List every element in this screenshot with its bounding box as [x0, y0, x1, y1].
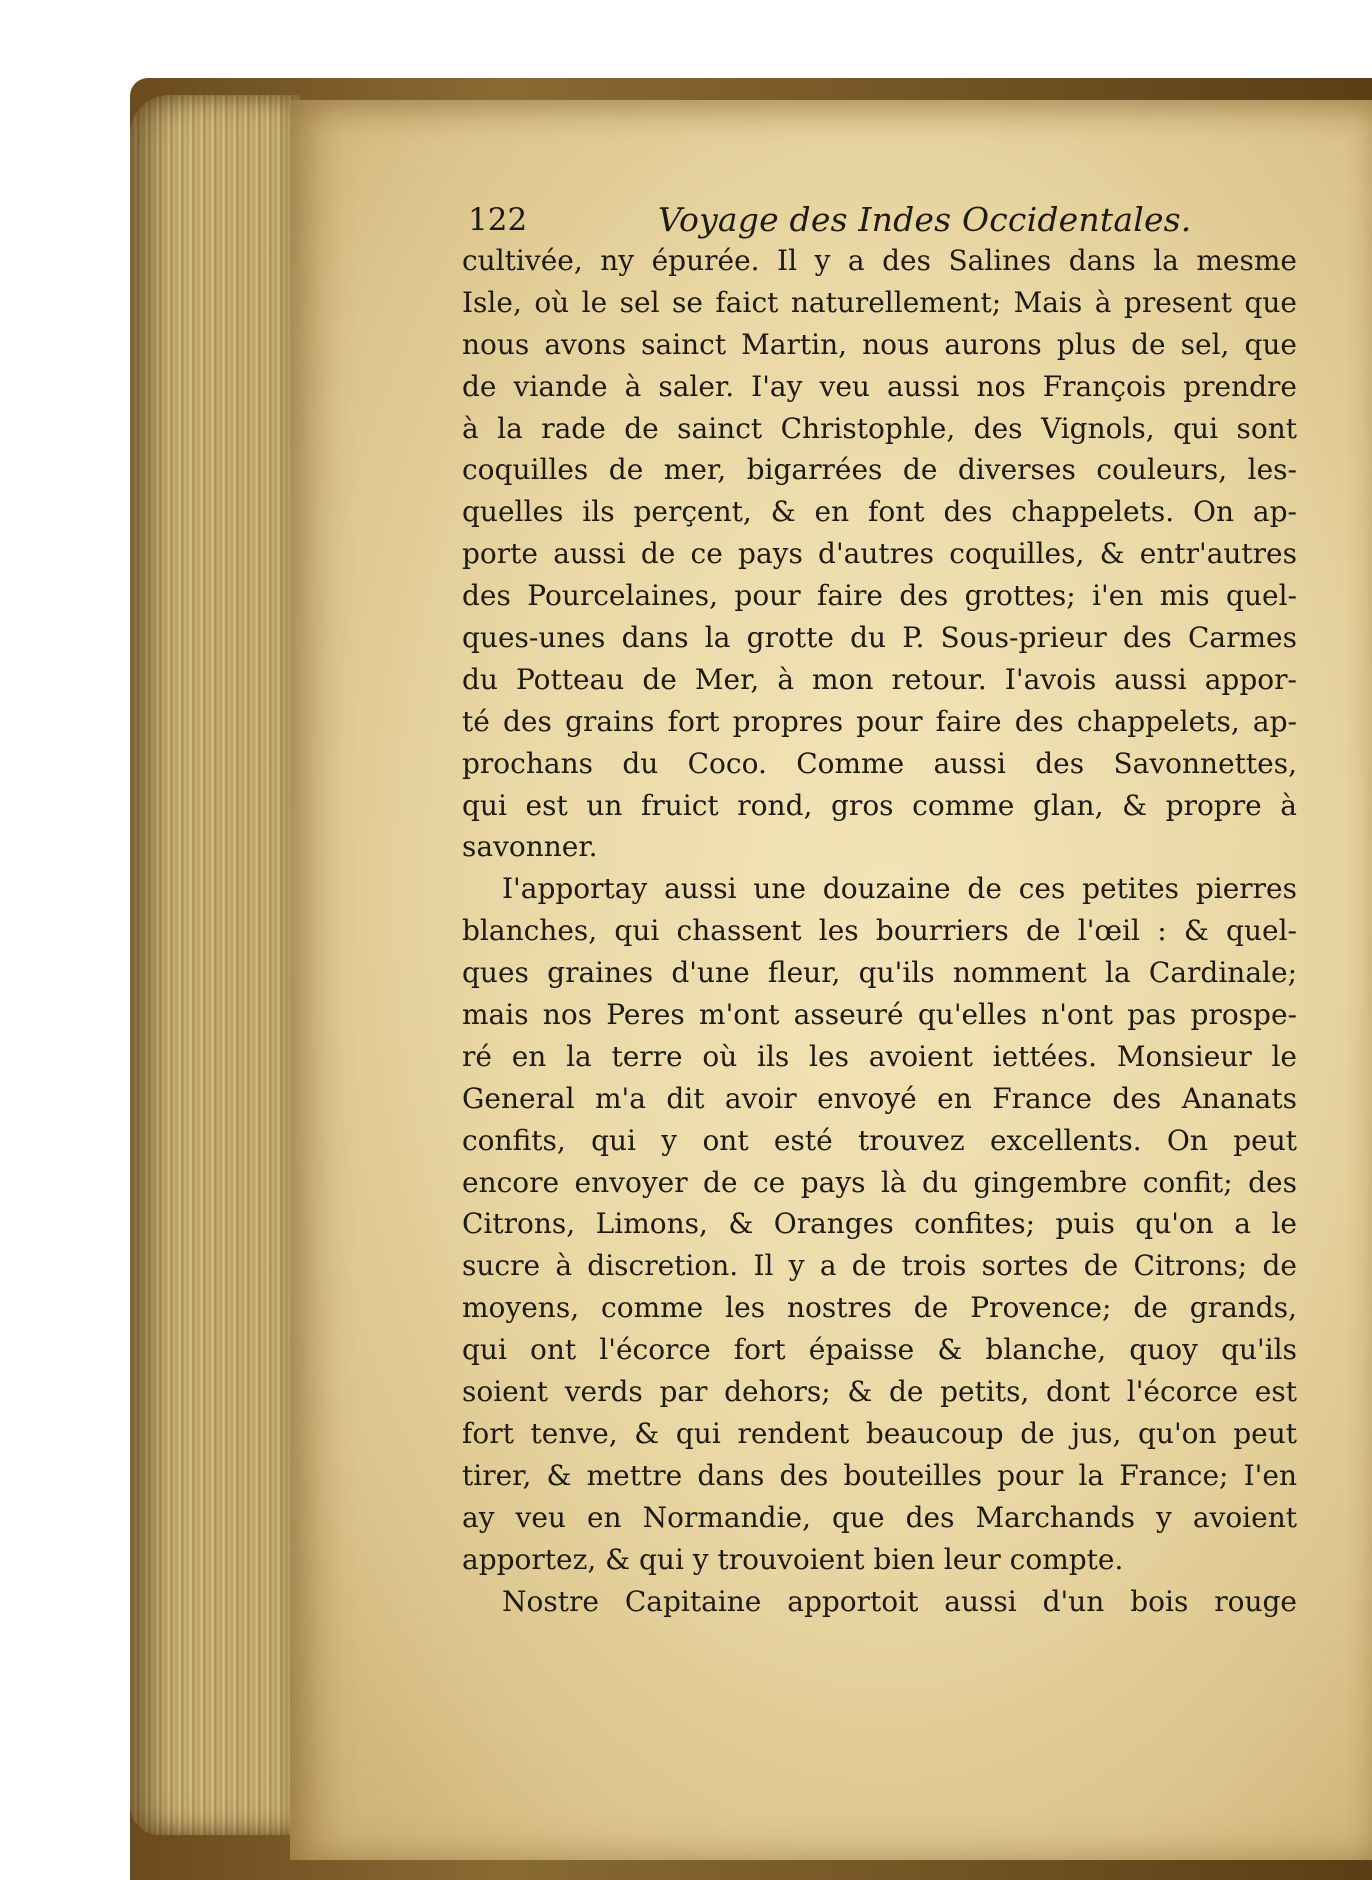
text-line: savonner.	[462, 830, 598, 864]
text-line: mais nos Peres m'ont asseuré qu'elles n'ont pas prospe-	[462, 998, 1297, 1032]
text-line: coquilles de mer, bigarrées de diverses couleurs, les-	[462, 453, 1297, 487]
text-line: prochans du Coco. Comme aussi des Savonnettes,	[462, 746, 1297, 780]
text-line: tirer, & mettre dans des bouteilles pour la France; I'en	[462, 1458, 1297, 1492]
text-line: té des grains fort propres pour faire des chappelets, ap-	[462, 704, 1297, 738]
text-line: Citrons, Limons, & Oranges confites; puis qu'on a le	[462, 1207, 1297, 1241]
text-line: à la rade de sainct Christophle, des Vignols, qui sont	[462, 411, 1297, 445]
paragraph-first-line: I'apportay aussi une douzaine de ces petites pierres	[502, 872, 1297, 906]
text-line: encore envoyer de ce pays là du gingembre confit; des	[462, 1165, 1297, 1199]
text-line: qui ont l'écorce fort épaisse & blanche, quoy qu'ils	[462, 1333, 1297, 1367]
text-line: de viande à saler. I'ay veu aussi nos François prendre	[462, 369, 1297, 403]
text-line: moyens, comme les nostres de Provence; de grands,	[462, 1291, 1297, 1325]
text-line: quelles ils perçent, & en font des chappelets. On ap-	[462, 495, 1297, 529]
text-line: soient verds par dehors; & de petits, dont l'écorce est	[462, 1375, 1297, 1409]
text-line: du Potteau de Mer, à mon retour. I'avois aussi appor-	[462, 662, 1297, 696]
running-title: Voyage des Indes Occidentales.	[658, 200, 1192, 239]
text-line: fort tenve, & qui rendent beaucoup de jus, qu'on peut	[462, 1416, 1297, 1450]
paragraph-first-line: Nostre Capitaine apportoit aussi d'un bois rouge	[502, 1584, 1297, 1618]
text-line: ay veu en Normandie, que des Marchands y avoient	[462, 1500, 1297, 1534]
text-line: blanches, qui chassent les bourriers de l'œil : & quel-	[462, 914, 1297, 948]
text-line: Isle, où le sel se faict naturellement; Mais à present que	[462, 285, 1297, 319]
text-line: cultivée, ny épurée. Il y a des Salines dans la mesme	[462, 244, 1297, 277]
text-line: confits, qui y ont esté trouvez excellents. On peut	[462, 1123, 1297, 1157]
text-block	[462, 200, 1297, 1622]
text-line: ré en la terre où ils les avoient iettées. Monsieur le	[462, 1039, 1297, 1073]
page-number: 122	[468, 202, 528, 238]
text-line: qui est un fruict rond, gros comme glan, & propre à	[462, 788, 1297, 822]
text-line: des Pourcelaines, pour faire des grottes; i'en mis quel-	[462, 579, 1297, 613]
page-edges	[130, 95, 300, 1835]
text-line: apportez, & qui y trouvoient bien leur compte.	[462, 1542, 1124, 1576]
text-line: sucre à discretion. Il y a de trois sortes de Citrons; de	[462, 1249, 1297, 1283]
text-line: nous avons sainct Martin, nous aurons plus de sel, que	[462, 327, 1297, 361]
running-head	[462, 200, 1297, 240]
text-line: porte aussi de ce pays d'autres coquilles, & entr'autres	[462, 537, 1297, 571]
text-line: ques graines d'une fleur, qu'ils nomment la Cardinale;	[462, 956, 1297, 990]
text-line: ques-unes dans la grotte du P. Sous-prieur des Carmes	[462, 621, 1297, 655]
text-line: General m'a dit avoir envoyé en France des Ananats	[462, 1081, 1297, 1115]
